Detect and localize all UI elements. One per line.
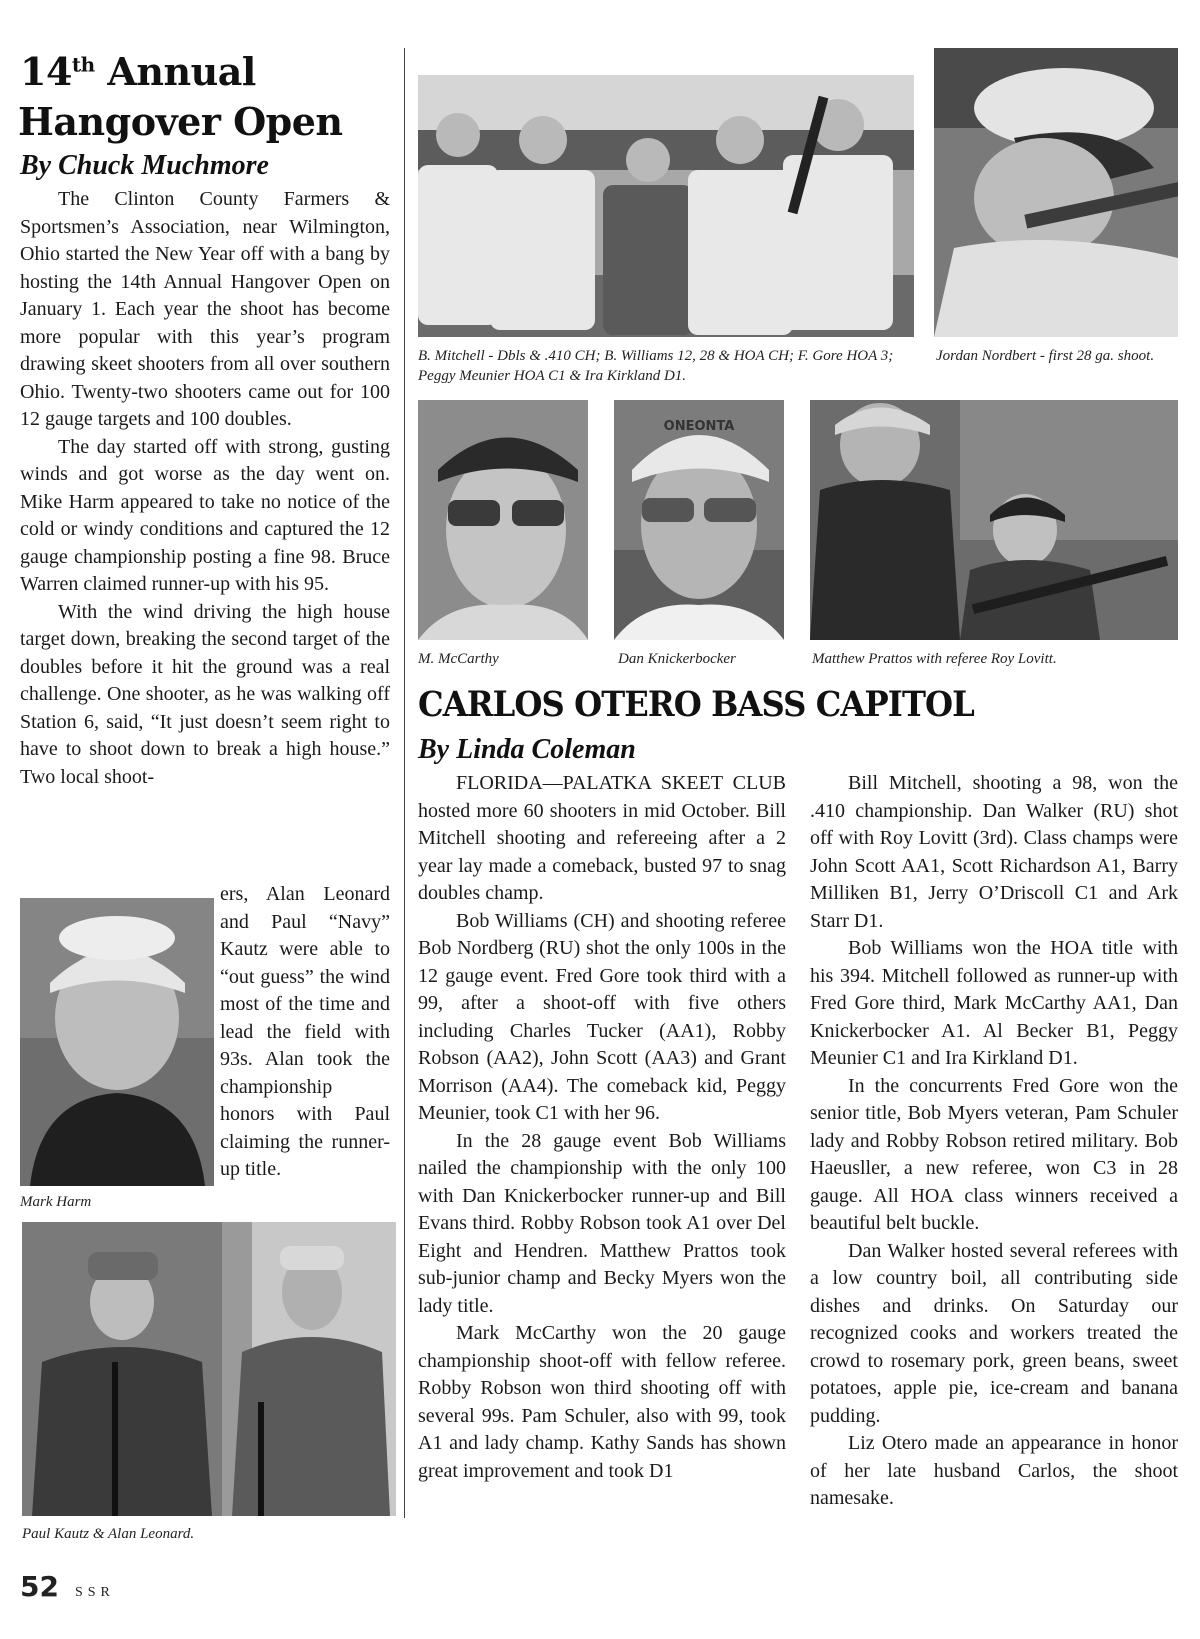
photo-m-mccarthy <box>418 400 588 640</box>
article1-paragraph: The day started off with strong, gusting winds and got worse as the day went on. Mike Harm appeared to take no notice of the cold or windy conditions and captured the 12 gauge championship posting a fine 98. Bruce Warren claimed runner-up with his 95. <box>20 435 390 595</box>
photo-kautz-leonard <box>22 1222 396 1516</box>
article1-title-line1 <box>20 48 256 96</box>
article2-paragraph: In the concurrents Fred Gore won the senior title, Bob Myers veteran, Pam Schuler lady and Robby Robson retired military. Bob Haeusller, a new referee, won C3 in 28 gauge. All HOA class winners received a beautiful belt buckle. <box>810 1074 1178 1234</box>
article2-byline: By Linda Coleman <box>418 734 636 765</box>
article2-paragraph: Bill Mitchell, shooting a 98, won the .410 championship. Dan Walker (RU) shot off with Roy Lovitt (3rd). Class champs were John Scott AA1, Scott Richardson A1, Barry Milliken B1, Jerry O’Driscoll C1 and Ark Starr D1. <box>810 772 1178 932</box>
article2-paragraph: Liz Otero made an appearance in honor of her late husband Carlos, the shoot namesake. <box>810 1432 1178 1509</box>
caption-kautz-leonard: Paul Kautz & Alan Leonard. <box>22 1526 195 1542</box>
article1-body-wrap <box>220 881 390 1184</box>
magazine-name: SSR <box>74 1585 115 1600</box>
article1-body <box>20 186 390 791</box>
article2-column2 <box>810 770 1178 1513</box>
caption-m-mccarthy: M. McCarthy <box>418 651 499 667</box>
page-footer <box>20 1570 115 1603</box>
article2-column1 <box>418 770 786 1485</box>
article2-paragraph: Dan Walker hosted several referees with a low country boil, all contributing side dishes and drinks. On Saturday our recognized cooks and workers treated the crowd to rosemary pork, green beans, sweet potatoes, apple pie, ice-cream and banana pudding. <box>810 1239 1178 1427</box>
article1-paragraph: ers, Alan Leonard and Paul “Navy” Kautz were able to “out guess” the wind most of the time and lead the field with 93s. Alan took the championship honors with Paul claiming the runner-up title. <box>220 883 390 1180</box>
article2-paragraph: FLORIDA—PALATKA SKEET CLUB hosted more 60 shooters in mid October. Bill Mitchell shooting and refereeing after a 2 year lay made a comeback, busted 97 to snag doubles champ. <box>418 772 786 904</box>
article2-paragraph: Bob Williams won the HOA title with his 394. Mitchell followed as runner-up with Fred Gore third, Mark McCarthy AA1, Dan Knickerbocker A1. Al Becker B1, Peggy Meunier C1 and Ira Kirkland D1. <box>810 937 1178 1069</box>
cap-logo-text: ONEONTA <box>663 419 735 434</box>
column-divider <box>404 48 405 1518</box>
article2-paragraph: In the 28 gauge event Bob Williams nailed the championship with the only 100 with Dan Knickerbocker runner-up and Bill Evans third. Robby Robson took A1 over Del Eight and Hendren. Matthew Prattos took sub-junior champ and Becky Myers won the lady title. <box>418 1129 786 1317</box>
title-annual: Annual <box>94 49 256 94</box>
page-number: 52 <box>20 1570 59 1603</box>
article2-title: CARLOS OTERO BASS CAPITOL <box>418 684 974 725</box>
photo-mark-harm <box>20 898 214 1186</box>
article2-paragraph: Bob Williams (CH) and shooting referee Bob Nordberg (RU) shot the only 100s in the 12 gauge event. Fred Gore took third with a 99, after a shoot-off with five others including Charles Tucker (AA1), Robby Robson (AA2), John Scott (AA3) and Grant Morrison (AA4). The comeback kid, Peggy Meunier, took C1 with her 96. <box>418 909 786 1124</box>
article2-paragraph: Mark McCarthy won the 20 gauge championship shoot-off with fellow referee. Robby Robson won third shooting off with several 99s. Pam Schuler, also with 99, took A1 and lady champ. Kathy Sands has shown great improvement and took D1 <box>418 1322 786 1482</box>
caption-matthew-prattos: Matthew Prattos with referee Roy Lovitt. <box>812 651 1057 667</box>
article1-paragraph: The Clinton County Farmers & Sportsmen’s Association, near Wilmington, Ohio started the New Year off with a bang by hosting the 14th Annual Hangover Open on January 1. Each year the shoot has become more popular with this year’s program drawing skeet shooters from all over southern Ohio. Twenty-two shooters came out for 100 12 gauge targets and 100 doubles. <box>20 188 390 430</box>
title-number: 14 <box>20 49 72 94</box>
photo-matthew-prattos <box>810 400 1178 640</box>
photo-group-winners <box>418 75 914 337</box>
caption-jordan-nordbert: Jordan Nordbert - first 28 ga. shoot. <box>936 348 1155 364</box>
article1-title-line2: Hangover Open <box>18 99 343 144</box>
title-ordinal: th <box>71 52 95 77</box>
caption-dan-knickerbocker: Dan Knickerbocker <box>618 651 736 667</box>
article1-byline: By Chuck Muchmore <box>20 150 269 181</box>
photo-dan-knickerbocker <box>614 400 784 640</box>
caption-mark-harm: Mark Harm <box>20 1194 92 1210</box>
caption-group-winners: B. Mitchell - Dbls & .410 CH; B. Williams 12, 28 & HOA CH; F. Gore HOA 3; Peggy Meunier HOA C1 & Ira Kirkland D1. <box>418 348 894 384</box>
article1-paragraph: With the wind driving the high house target down, breaking the second target of the doubles before it hit the ground was a real challenge. One shooter, as he was walking off Station 6, said, “It just doesn’t seem right to have to shoot down to break a high house.” Two local shoot- <box>20 600 390 788</box>
photo-jordan-nordbert <box>934 48 1178 337</box>
